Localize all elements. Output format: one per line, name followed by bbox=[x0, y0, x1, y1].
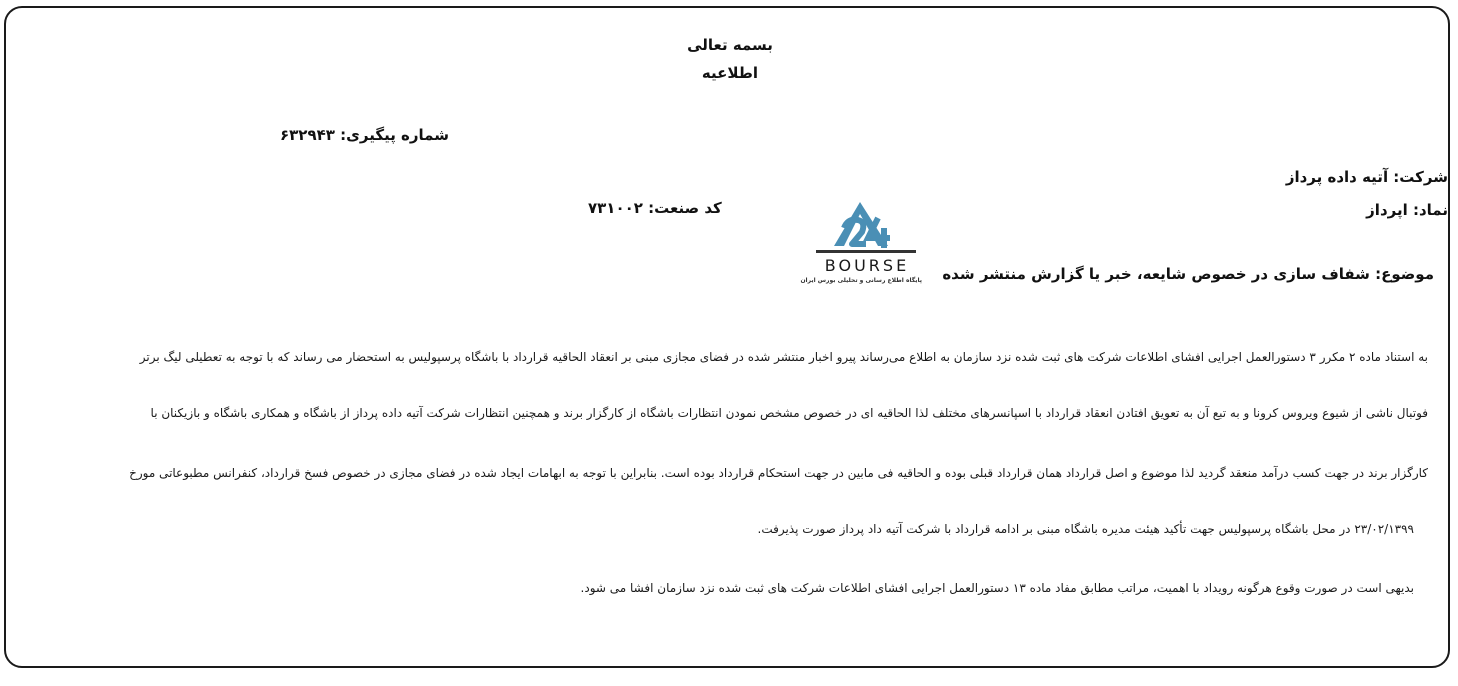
document-frame bbox=[4, 6, 1450, 668]
tracking-number: شماره پیگیری: ۶۳۲۹۴۳ bbox=[280, 126, 449, 144]
basmala-heading: بسمه تعالی bbox=[687, 36, 773, 54]
bourse-logo-word: BOURSE bbox=[824, 256, 910, 275]
notice-heading: اطلاعیه bbox=[701, 64, 759, 82]
body-line-4: ۲۳/۰۲/۱۳۹۹ در محل باشگاه پرسپولیس جهت تأکید هیئت مدیره باشگاه مبنی بر ادامه قرارداد با شرکت آتیه داد پرداز صورت پذیرفت. bbox=[757, 522, 1414, 536]
body-line-2: فوتبال ناشی از شیوع ویروس کرونا و به تبع آن به تعویق افتادن انعقاد قرارداد با اسپانسرهای مختلف لذا الحاقیه ای در خصوص مشخص نمودن انتظارات باشگاه از کارگزار برند و همچنین انتظارات شرکت آتیه داده پرداز از باشگاه و همکاری باشگاه و بازیکنان با bbox=[150, 406, 1428, 420]
company-symbol: نماد: اپرداز bbox=[1366, 201, 1448, 219]
company-name: شرکت: آتیه داده پرداز bbox=[1285, 168, 1448, 186]
body-line-5: بدیهی است در صورت وقوع هرگونه رویداد با اهمیت، مراتب مطابق مفاد ماده ۱۳ دستورالعمل اجرایی افشای اطلاعات شرکت های ثبت شده نزد سازمان افشا می شود. bbox=[580, 581, 1414, 595]
subject-line: موضوع: شفاف سازی در خصوص شایعه، خبر یا گزارش منتشر شده bbox=[942, 265, 1434, 283]
body-line-1: به استناد ماده ۲ مکرر ۳ دستورالعمل اجرایی افشای اطلاعات شرکت های ثبت شده نزد سازمان به اطلاع می‌رساند پیرو اخبار منتشر شده در فضای مجازی مبنی بر انعقاد الحاقیه قرارداد با باشگاه پرسپولیس به استحضار می رساند که با توجه به تعطیلی لیگ برتر bbox=[139, 350, 1428, 364]
body-line-3: کارگزار برند در جهت کسب درآمد منعقد گردید لذا موضوع و اصل قرارداد همان قرارداد قبلی بوده و الحاقیه فی مابین در جهت استحکام قرارداد بوده است. بنابراین با توجه به ابهامات ایجاد شده در فضای مجازی در خصوص فسخ قرارداد، کنفرانس مطبوعاتی مورخ bbox=[129, 466, 1428, 480]
bourse-logo-caption: پایگاه اطلاع رسانی و تحلیلی بورس ایران bbox=[800, 277, 922, 284]
industry-code: کد صنعت: ۷۳۱۰۰۲ bbox=[588, 199, 722, 217]
bourse-logo bbox=[800, 198, 926, 290]
